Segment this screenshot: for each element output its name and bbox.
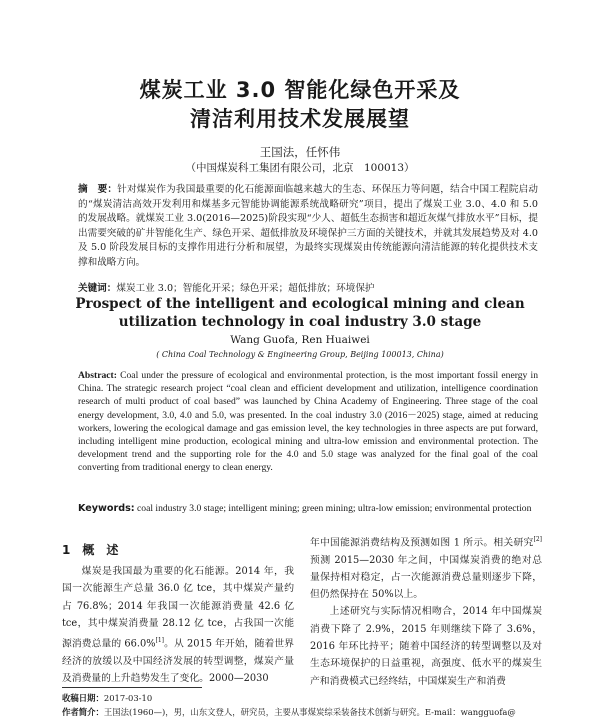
title-en-line1: Prospect of the intelligent and ecological mining and clean: [75, 296, 525, 312]
keywords-en-label: Keywords:: [78, 503, 135, 514]
authors-cn: 王国法，任怀伟: [259, 145, 341, 159]
abstract-en-label: Abstract:: [78, 370, 117, 381]
title-cn-line1: 煤炭工业 3.0 智能化绿色开采及: [139, 78, 461, 102]
title-cn-line2: 清洁利用技术发展展望: [190, 107, 410, 131]
section-title: 概 述: [82, 543, 119, 557]
abstract-en: [78, 369, 538, 475]
footnote-received: [62, 692, 552, 704]
right-citation: [2]: [533, 536, 542, 543]
right-paragraph-1a: 年中国能源消费结构及预测如图 1 所示。相关研究: [310, 537, 534, 549]
keywords-en: [78, 502, 538, 515]
keywords-en-text: coal industry 3.0 stage; intelligent mining; green mining; ultra-low emission; environmental protection: [137, 503, 532, 514]
title-en-line2: utilization technology in coal industry 3.0 stage: [118, 314, 482, 330]
left-paragraph: 煤炭是我国最为重要的化石能源。2014 年，我国一次能源生产总量 36.0 亿 tce，其中煤炭产量约占 76.8%；2014 年我国一次能源消费量 42.6 亿 tce，其中煤炭消费量 28.12 亿 tce，占我国一次能源消费总量的 66.0%: [62, 566, 294, 650]
abstract-en-text: Coal under the pressure of ecological and environmental protection, is the most important fossil energy in China. The strategic research project “coal clean and efficient development and utilization, intelligence coordination research of multi product of coal based” was launched by China Academy of Engineering. Three stage of the coal energy development, 3.0, 4.0 and 5.0, was presented. In the coal industry 3.0 (2016－2025) stage, aimed at reducing workers, lowering the ecological damage and gas emission level, the key technologies in three aspects are put forward, including intelligent mine production, ecological mining and ultra-low emission and environmental protection. The development trend and the supporting role for the 4.0 and 5.0 stage was analyzed for the final goal of the coal converting from traditional energy to clean energy.: [78, 370, 538, 474]
keywords-cn-text: 煤炭工业 3.0；智能化开采；绿色开采；超低排放；环境保护: [116, 283, 375, 294]
right-paragraph-1: [310, 531, 542, 603]
body-column-right: [310, 531, 542, 690]
section-number: 1: [62, 543, 71, 557]
left-citation: [1]: [155, 637, 165, 645]
body-column-left: [62, 563, 294, 687]
right-paragraph-1b: 预测 2015—2030 年之间，中国煤炭消费的绝对总量保持相对稳定，占一次能源消费总量则逐步下降，但仍然保持在 50%以上。: [310, 554, 542, 601]
authors-en: Wang Guofa, Ren Huaiwei: [230, 334, 370, 346]
section-heading: [62, 541, 130, 558]
abstract-cn: [78, 183, 538, 270]
abstract-cn-text: 针对煤炭作为我国最重要的化石能源面临越来越大的生态、环保压力等问题，结合中国工程院启动的“煤炭清洁高效开发利用和煤基多元智能协调能源系统战略研究”项目，提出了煤炭工业 3.0、4.0 和 5.0 的发展战略。就煤炭工业 3.0(2016—2025)阶段实现“少人、超低生态损害和超近灰煤气排放水平”目标，提出需要突破的矿井智能化生产、绿色开采、超低排放及环境保护三方面的关键技术，并就其发展趋势及对 4.0 及 5.0 阶段发展目标的支撑作用进行分析和展望，为最终实现煤炭由传统能源向清洁能源的转化提供技术支撑和战略方向。: [78, 184, 539, 268]
received-date: 2017-03-10: [103, 693, 153, 703]
received-label: 收稿日期：: [62, 693, 104, 703]
author-bio-text: 王国法(1960—)，男，山东文登人，研究员，主要从事煤炭综采装备技术创新与研究。E-mail：wangguofa@: [103, 707, 516, 717]
affiliation-en: ( China Coal Technology & Engineering Group, Beijing 100013, China): [156, 350, 444, 359]
keywords-cn-label: 关键词：: [78, 283, 117, 294]
right-paragraph-2: 上述研究与实际情况相吻合，2014 年中国煤炭消费下降了 2.9%，2015 年则继续下降了 3.6%，2016 年环比持平；随着中国经济的转型调整以及对生态环境保护的日益重视，高强度、低水平的煤炭生产和消费模式已经终结，中国煤炭生产和消费: [310, 606, 542, 687]
footnote-divider: [62, 687, 202, 688]
abstract-cn-label: 摘 要：: [78, 184, 118, 195]
footnote-author: [62, 706, 552, 718]
keywords-cn: [78, 280, 538, 294]
author-bio-label: 作者简介：: [62, 707, 104, 717]
left-paragraph-cont: 。从 2015 年开始，随着世界经济的放缓以及中国经济发展的转型调整，煤炭产量及消费量的上升趋势发生了变化。2000—2030: [62, 638, 294, 685]
affiliation-cn: （中国煤炭科工集团有限公司，北京 100013）: [185, 162, 415, 174]
